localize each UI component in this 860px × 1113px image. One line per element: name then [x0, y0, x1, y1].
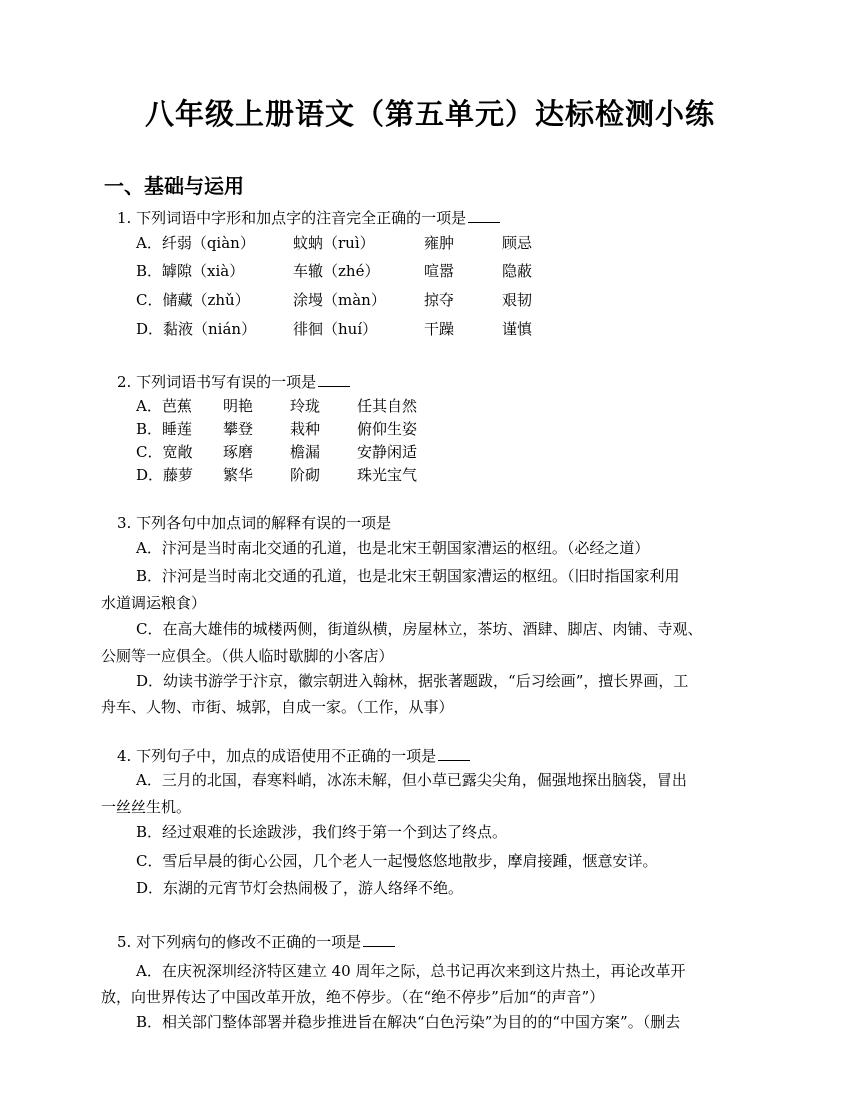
- question-3-stem: 3. 下列各句中加点词的解释有误的一项是: [117, 514, 392, 532]
- answer-blank: [438, 746, 470, 761]
- question-2-option-row-4-item-2: 繁华: [223, 466, 254, 484]
- question-2-option-row-3-item-2: 琢磨: [223, 443, 254, 461]
- question-2-option-row-1-item-4: 任其自然: [357, 397, 418, 415]
- question-4-option-b: B．经过艰难的长途跋涉，我们终于第一个到达了终点。: [136, 823, 508, 841]
- question-1-option-row-4-item-1: D．黏液（nián）: [136, 320, 257, 338]
- question-1-option-row-1-item-3: 雍肿: [424, 234, 455, 252]
- question-2-option-row-1-item-2: 明艳: [223, 397, 254, 415]
- question-1-stem: 1. 下列词语中字形和加点字的注音完全正确的一项是: [117, 208, 500, 228]
- question-1-option-row-4-item-2: 徘徊（huí）: [293, 320, 378, 338]
- question-5-stem: 5. 对下列病句的修改不正确的一项是: [117, 932, 395, 952]
- question-2-option-row-3-item-3: 檐漏: [290, 443, 321, 461]
- question-1-option-row-3-item-1: C．储藏（zhǔ）: [136, 291, 250, 309]
- question-4-option-a-cont: 一丝丝生机。: [101, 798, 192, 816]
- question-2-option-row-4-item-3: 阶砌: [290, 466, 321, 484]
- question-3-option-a: A．汴河是当时南北交通的孔道，也是北宋王朝国家漕运的枢纽。（必经之道）: [136, 539, 650, 557]
- question-1-option-row-1-item-2: 蚊蚋（ruì）: [293, 234, 375, 252]
- answer-blank: [363, 932, 395, 947]
- question-3-option-c-cont: 公厕等一应俱全。（供人临时歇脚的小客店）: [101, 647, 394, 665]
- question-1-option-row-3-item-3: 掠夺: [424, 291, 455, 309]
- question-2-option-row-2-item-2: 攀登: [223, 420, 254, 438]
- question-2-option-row-4-item-4: 珠光宝气: [357, 466, 418, 484]
- question-1-option-row-2-item-4: 隐蔽: [502, 262, 533, 280]
- answer-blank: [318, 372, 350, 387]
- question-1-option-row-2-item-3: 喧嚣: [424, 262, 455, 280]
- question-2-option-row-3-item-4: 安静闲适: [357, 443, 418, 461]
- question-1-option-row-1-item-4: 顾忌: [502, 234, 533, 252]
- question-1-option-row-4-item-4: 谨慎: [502, 320, 533, 338]
- section-heading: 一、基础与运用: [104, 174, 244, 198]
- question-4-option-c: C．雪后早晨的街心公园，几个老人一起慢悠悠地散步，摩肩接踵，惬意安详。: [136, 852, 658, 870]
- question-5-option-b: B．相关部门整体部署并稳步推进旨在解决“白色污染”为目的的“中国方案”。（删去: [136, 1013, 681, 1031]
- question-4-option-a: A．三月的北国，春寒料峭，冰冻未解，但小草已露尖尖角，倔强地探出脑袋，冒出: [136, 771, 687, 789]
- question-2-option-row-2-item-1: B．睡莲: [136, 420, 193, 438]
- question-1-option-row-4-item-3: 干躁: [424, 320, 455, 338]
- question-3-option-c: C．在高大雄伟的城楼两侧，街道纵横，房屋林立，茶坊、酒肆、脚店、肉铺、寺观、: [136, 620, 703, 638]
- question-2-option-row-2-item-4: 俯仰生姿: [357, 420, 418, 438]
- question-3-option-d: D．幼读书游学于汴京，徽宗朝进入翰林，据张著题跋，“后习绘画”，擅长界画，工: [136, 672, 689, 690]
- question-3-option-b: B．汴河是当时南北交通的孔道，也是北宋王朝国家漕运的枢纽。（旧时指国家利用: [136, 567, 680, 585]
- question-2-option-row-2-item-3: 栽种: [290, 420, 321, 438]
- question-3-option-d-cont: 舟车、人物、市街、城郭，自成一家。（工作，从事）: [101, 698, 454, 716]
- question-2-option-row-4-item-1: D．藤萝: [136, 466, 194, 484]
- answer-blank: [468, 208, 500, 223]
- question-4-option-d: D．东湖的元宵节灯会热闹极了，游人络绎不绝。: [136, 879, 464, 897]
- question-1-option-row-2-item-1: B．罅隙（xià）: [136, 262, 245, 280]
- question-2-option-row-1-item-3: 玲珑: [290, 397, 321, 415]
- question-1-option-row-1-item-1: A．纤弱（qiàn）: [136, 234, 255, 252]
- question-3-option-b-cont: 水道调运粮食）: [101, 594, 207, 612]
- question-2-option-row-1-item-1: A．芭蕉: [136, 397, 192, 415]
- page-title: 八年级上册语文（第五单元）达标检测小练: [144, 97, 715, 131]
- question-1-option-row-2-item-2: 车辙（zhé）: [293, 262, 380, 280]
- question-1-option-row-3-item-2: 涂墁（màn）: [293, 291, 386, 309]
- question-2-stem: 2. 下列词语书写有误的一项是: [117, 372, 350, 392]
- question-4-stem: 4. 下列句子中，加点的成语使用不正确的一项是: [117, 746, 470, 766]
- question-5-option-a: A．在庆祝深圳经济特区建立 40 周年之际，总书记再次来到这片热土，再论改革开: [136, 962, 686, 980]
- question-2-option-row-3-item-1: C．宽敞: [136, 443, 193, 461]
- question-5-option-a-cont: 放，向世界传达了中国改革开放，绝不停步。（在“绝不停步”后加“的声音”）: [101, 988, 605, 1006]
- question-1-option-row-3-item-4: 艰韧: [502, 291, 533, 309]
